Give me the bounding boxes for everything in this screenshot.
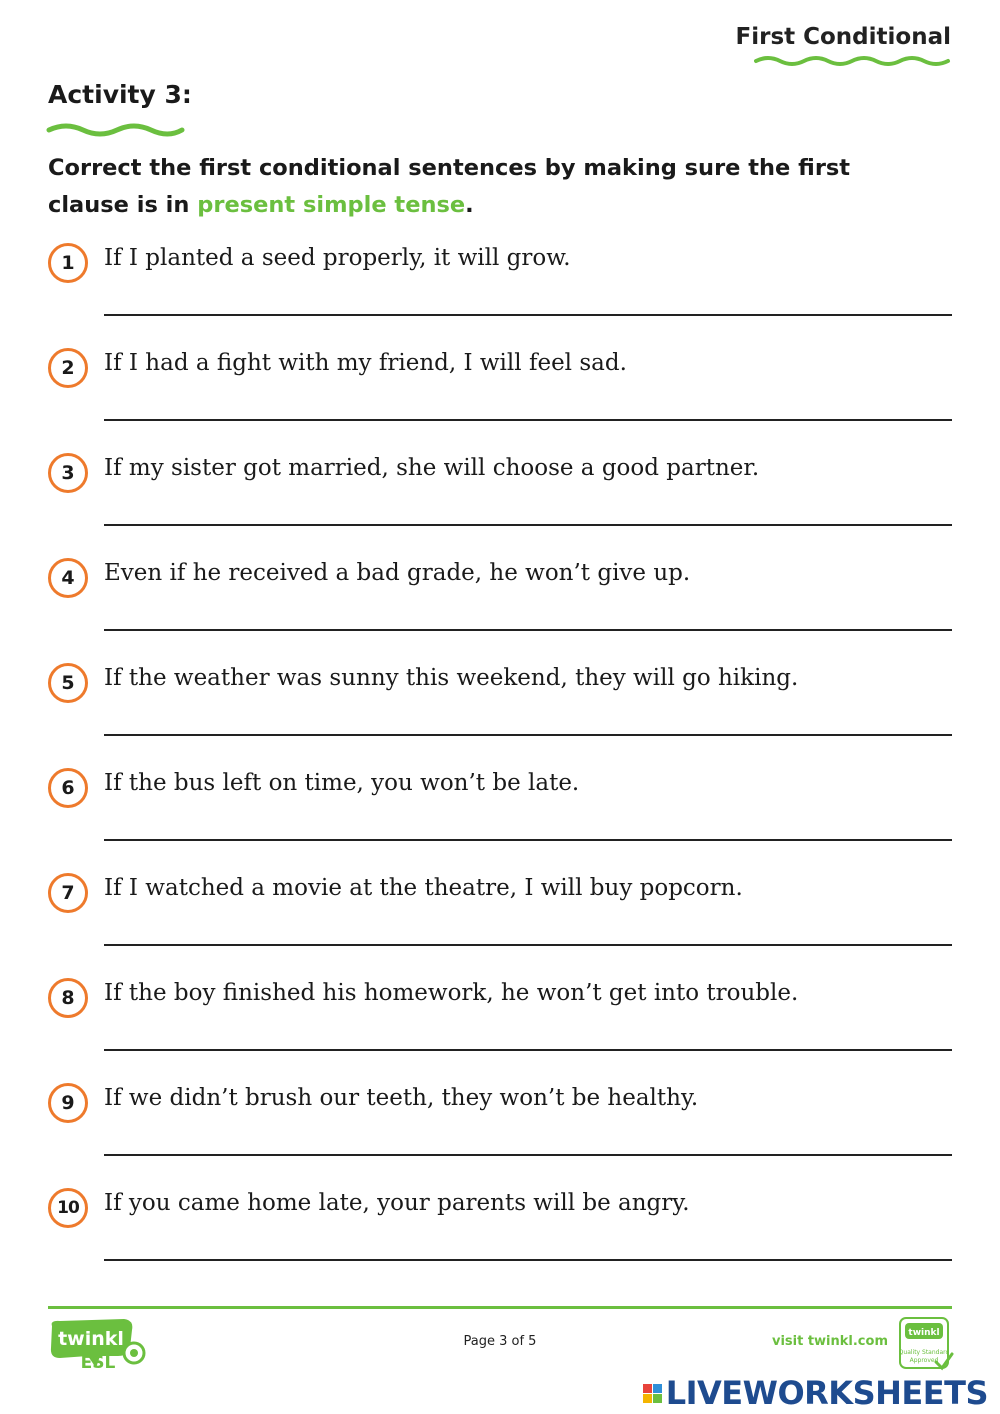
- page-number: Page 3 of 5: [463, 1334, 537, 1349]
- quality-standard-badge: [898, 1316, 954, 1372]
- question-sentence: If you came home late, your parents will be angry.: [104, 1190, 690, 1216]
- question-list: [48, 240, 952, 1290]
- liveworksheets-icon: [643, 1384, 662, 1403]
- visit-link[interactable]: visit twinkl.com: [771, 1334, 888, 1349]
- instruction-highlight: present simple tense: [197, 192, 466, 218]
- question-item: [48, 975, 952, 1080]
- question-sentence: If I planted a seed properly, it will grow.: [104, 245, 571, 271]
- question-item: [48, 555, 952, 660]
- question-number-badge: 10: [48, 1188, 88, 1228]
- instruction-part1: Correct the first conditional sentences by making sure the first clause is in: [48, 155, 851, 218]
- question-sentence: If my sister got married, she will choose a good partner.: [104, 455, 760, 481]
- question-sentence: If we didn’t brush our teeth, they won’t be healthy.: [104, 1085, 699, 1111]
- answer-line[interactable]: [104, 944, 952, 946]
- question-sentence: If I watched a movie at the theatre, I will buy popcorn.: [104, 875, 743, 901]
- answer-line[interactable]: [104, 1154, 952, 1156]
- question-item: [48, 660, 952, 765]
- answer-line[interactable]: [104, 629, 952, 631]
- question-item: [48, 450, 952, 555]
- question-item: [48, 345, 952, 450]
- activity-title: Activity 3:: [48, 80, 192, 109]
- question-item: [48, 240, 952, 345]
- badge-line1: Quality Standard: [898, 1349, 950, 1356]
- question-number-badge: 9: [48, 1083, 88, 1123]
- answer-line[interactable]: [104, 1049, 952, 1051]
- logo-sub: ESL: [80, 1353, 116, 1372]
- question-item: [48, 765, 952, 870]
- question-number-badge: 3: [48, 453, 88, 493]
- question-sentence: If I had a fight with my friend, I will feel sad.: [104, 350, 627, 376]
- logo-name: twinkl: [58, 1328, 124, 1350]
- topic-underline-wave: [754, 54, 952, 68]
- question-number-badge: 5: [48, 663, 88, 703]
- topic-title: First Conditional: [735, 24, 951, 50]
- question-item: [48, 1080, 952, 1185]
- watermark-text: LIVEWORKSHEETS: [665, 1374, 988, 1412]
- question-sentence: Even if he received a bad grade, he won’t give up.: [104, 560, 691, 586]
- answer-line[interactable]: [104, 524, 952, 526]
- answer-line[interactable]: [104, 1259, 952, 1261]
- question-number-badge: 8: [48, 978, 88, 1018]
- answer-line[interactable]: [104, 419, 952, 421]
- badge-line2: Approved: [909, 1357, 939, 1364]
- question-number-badge: 4: [48, 558, 88, 598]
- footer-divider: [48, 1306, 952, 1309]
- liveworksheets-watermark: [643, 1374, 988, 1412]
- question-sentence: If the weather was sunny this weekend, they will go hiking.: [104, 665, 799, 691]
- question-number-badge: 1: [48, 243, 88, 283]
- question-sentence: If the bus left on time, you won’t be late.: [104, 770, 580, 796]
- instruction-text: [48, 150, 928, 224]
- question-item: [48, 1185, 952, 1290]
- activity-underline-wave: [46, 120, 186, 140]
- question-sentence: If the boy finished his homework, he won’t get into trouble.: [104, 980, 799, 1006]
- question-number-badge: 7: [48, 873, 88, 913]
- question-number-badge: 6: [48, 768, 88, 808]
- badge-name: twinkl: [908, 1328, 940, 1338]
- instruction-end: .: [465, 192, 474, 218]
- question-item: [48, 870, 952, 975]
- question-number-badge: 2: [48, 348, 88, 388]
- answer-line[interactable]: [104, 839, 952, 841]
- answer-line[interactable]: [104, 314, 952, 316]
- answer-line[interactable]: [104, 734, 952, 736]
